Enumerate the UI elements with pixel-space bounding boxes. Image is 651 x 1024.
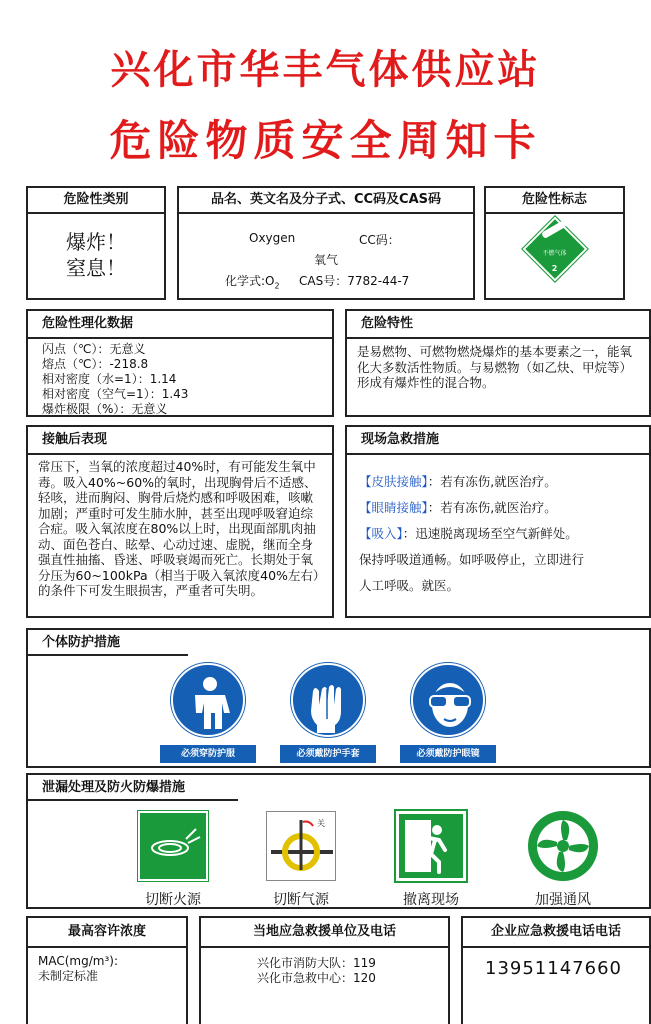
emergency-center-phone: 兴化市急救中心：120 (257, 971, 376, 985)
first-aid-eye: 【眼睛接触】：若有冻伤,就医治疗。 (359, 500, 557, 515)
cut-fire-icon (138, 811, 208, 881)
mac-value: 未制定标准 (38, 969, 99, 983)
leak-ventilate-label: 加强通风 (535, 892, 591, 908)
mac-header: 最高容许浓度 (28, 918, 186, 948)
first-aid-box (345, 425, 651, 618)
hazard-sign-label: 不燃气体 (542, 250, 567, 257)
first-aid-line-4: 保持呼吸道通畅。如呼吸停止，立即进行 (359, 552, 585, 567)
hazard-sign-header: 危险性标志 (486, 188, 623, 214)
fire-brigade-phone: 兴化市消防大队：119 (257, 956, 376, 970)
product-cas: CAS号：7782-44-7 (299, 274, 410, 288)
ppe-goggles-label: 必须戴防护眼镜 (400, 745, 496, 763)
hazard-characteristics-header: 危险特性 (361, 316, 414, 331)
local-rescue-header: 当地应急救援单位及电话 (201, 918, 448, 948)
hazard-characteristics-text: 是易燃物、可燃物燃烧爆炸的基本要素之一，能氧化大多数活性物质。与易燃物（如乙炔、甲烷等）形成有爆炸性的混合物。 (347, 337, 649, 396)
protective-suit-icon (171, 663, 245, 737)
ppe-gloves (278, 663, 378, 763)
physchem-melting-point: 熔点（℃）：-218.8 (42, 357, 149, 371)
first-aid-inhalation: 【吸入】：迅速脱离现场至空气新鲜处。 (359, 526, 578, 541)
leak-cut-fire (118, 811, 228, 909)
company-rescue-header: 企业应急救援电话电话 (463, 918, 649, 948)
valve-close-mark: 关 (317, 819, 325, 828)
ppe-gloves-label: 必须戴防护手套 (280, 745, 376, 763)
first-aid-header: 现场急救措施 (361, 432, 440, 447)
exposure-text: 常压下，当氧的浓度超过40%时，有可能发生氧中毒。吸入40%~60%的氧时，出现胸骨后不适感、轻咳，进而胸闷、胸骨后烧灼感和呼吸困难，咳嗽加剧；严重时可发生肺水肿，甚至出现呼吸窘迫综合症。吸入氧浓度在80%以上时，出现面部肌肉抽动、面色苍白、眩晕、心动过速、虚脱，继而全身强直性抽搐、昏迷、呼吸衰竭而死亡。长期处于氧分压为60~100kPa（相当于吸入氧浓度40%左右）的条件下可发生眼损害，严重者可失明。 (28, 453, 332, 603)
station-title: 兴化市华丰气体供应站 (110, 47, 541, 93)
evacuate-exit-icon (396, 811, 466, 881)
hazard-class-line-1: 爆炸！ (66, 230, 126, 254)
product-chinese-name: 氧气 (314, 253, 339, 267)
company-rescue-box (461, 916, 651, 1024)
hazard-class-box (26, 186, 166, 300)
physchem-explosive-limit: 爆炸极限（%）：无意义 (42, 402, 168, 416)
leak-cut-gas (246, 811, 356, 909)
ppe-suit (158, 663, 258, 763)
hazard-class-header: 危险性类别 (28, 188, 164, 214)
ppe-box (26, 628, 651, 768)
leak-header: 泄漏处理及防火防爆措施 (28, 775, 238, 801)
leak-box (26, 773, 651, 909)
local-rescue-box (199, 916, 450, 1024)
leak-ventilate (508, 811, 618, 909)
physchem-density-water: 相对密度（水=1）：1.14 (42, 372, 177, 386)
cut-gas-valve-icon (266, 811, 336, 881)
product-english-name: Oxygen (249, 231, 296, 245)
company-rescue-phone: 13951147660 (485, 958, 622, 979)
mac-label: MAC(mg/m³): (38, 954, 118, 968)
physchem-box (26, 309, 334, 417)
leak-cut-gas-label: 切断气源 (273, 892, 329, 908)
protective-goggles-icon (411, 663, 485, 737)
card-title: 危险物质安全周知卡 (109, 116, 542, 165)
product-box (177, 186, 475, 300)
hazard-class-line-2: 窒息！ (66, 256, 126, 280)
first-aid-line-5: 人工呼吸。就医。 (359, 578, 460, 593)
ppe-suit-label: 必须穿防护服 (160, 745, 256, 763)
hazard-sign-box (484, 186, 625, 300)
hazard-sign-number: 2 (551, 264, 558, 273)
ventilation-fan-icon (528, 811, 598, 881)
physchem-flash-point: 闪点（℃）：无意义 (42, 342, 146, 356)
ppe-header: 个体防护措施 (28, 630, 188, 656)
exposure-box (26, 425, 334, 618)
product-formula: 化学式$:O_2$ (225, 274, 280, 291)
mac-box (26, 916, 188, 1024)
leak-evacuate (376, 811, 486, 909)
leak-cut-fire-label: 切断火源 (145, 892, 201, 908)
protective-gloves-icon (291, 663, 365, 737)
product-header: 品名、英文名及分子式、CC码及CAS码 (179, 188, 473, 214)
physchem-density-air: 相对密度（空气=1）：1.43 (42, 387, 189, 401)
ppe-goggles (398, 663, 498, 763)
physchem-header: 危险性理化数据 (42, 316, 134, 331)
leak-evacuate-label: 撤离现场 (403, 892, 459, 908)
product-cc-code: CC码： (359, 233, 400, 247)
exposure-header: 接触后表现 (42, 432, 108, 447)
hazard-characteristics-box (345, 309, 651, 417)
first-aid-skin: 【皮肤接触】：若有冻伤,就医治疗。 (359, 474, 557, 489)
